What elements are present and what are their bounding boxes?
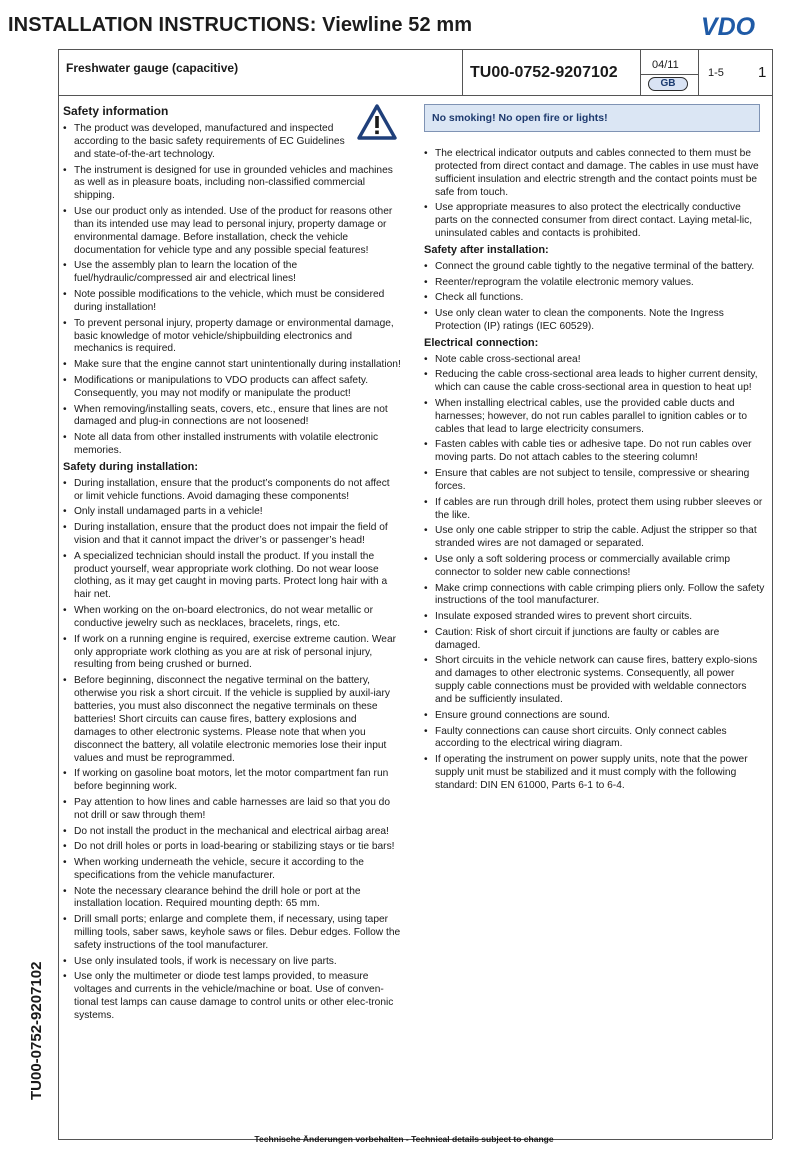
list-item: • Do not install the product in the mechanical and electrical airbag area! — [63, 826, 401, 839]
list-item: • The electrical indicator outputs and cables connected to them must be protected from direct contact and damage. The cables in use must have sufficient insulation and electric strength and the contact points must be safe from touch. — [424, 148, 766, 200]
list-item: • Drill small ports; enlarge and complete them, if necessary, using taper milling tools, saber saws, keyhole saws or files. Debur edges. Follow the safety instructions of the tool manufacturer. — [63, 914, 401, 953]
safety-after-list — [424, 261, 766, 334]
safety-information-list — [63, 123, 401, 458]
list-item: • Check all functions. — [424, 292, 766, 305]
list-item: • Use the assembly plan to learn the location of the fuel/hydraulic/compressed air and electrical lines! — [63, 260, 401, 286]
list-item: • Short circuits in the vehicle network can cause fires, battery explo-sions and damages to other electronic systems. Consequently, all power supply cable connections must be provided with weldable connectors and be sufficiently insulated. — [424, 655, 766, 707]
list-item: • Insulate exposed stranded wires to prevent short circuits. — [424, 611, 766, 624]
list-item: • To prevent personal injury, property damage or environmental damage, basic knowledge of motor vehicle/shipbuilding electronics and mechanics is required. — [63, 318, 401, 357]
list-item: • Use only clean water to clean the components. Note the Ingress Protection (IP) ratings (IEC 60529). — [424, 308, 766, 334]
list-item: • The product was developed, manufactured and inspected according to the basic safety requirements of EC Guidelines and state-of-the-art technology. — [63, 123, 401, 162]
list-item: • When installing electrical cables, use the provided cable ducts and harnesses; however, do not run cables parallel to ignition cables or to cables that lead to large electricity consumers. — [424, 398, 766, 437]
list-item: • During installation, ensure that the product does not impair the field of vision and that it cannot impact the driver’s or passenger’s head! — [63, 522, 401, 548]
left-column — [63, 104, 401, 1026]
list-item: • When removing/installing seats, covers, etc., ensure that lines are not damaged and plug-in connections are not loosened! — [63, 404, 401, 430]
document-date: 04/11 — [652, 59, 679, 71]
list-item: • Reducing the cable cross-sectional area leads to higher current density, which can cause the cable cross-sectional area in question to heat up! — [424, 369, 766, 395]
list-item: • Use only the multimeter or diode test lamps provided, to measure voltages and currents in the vehicle/machine or boat. Use of conven-tional test lamps can cause damage to control units or other elec-tronic systems. — [63, 971, 401, 1023]
header-divider-2 — [640, 49, 641, 95]
list-item: • When working underneath the vehicle, secure it according to the specifications from the vehicle manufacturer. — [63, 857, 401, 883]
brand-text: VDO — [700, 13, 756, 39]
page-number: 1 — [758, 64, 767, 81]
safety-information-heading: Safety information — [63, 104, 169, 118]
page-title: INSTALLATION INSTRUCTIONS: Viewline 52 mm — [8, 14, 473, 36]
list-item: • Faulty connections can cause short circuits. Only connect cables according to the electrical wiring diagram. — [424, 726, 766, 752]
list-item: • Connect the ground cable tightly to the negative terminal of the battery. — [424, 261, 766, 274]
frame-left-line — [58, 49, 59, 1139]
no-smoking-notice: No smoking! No open fire or lights! — [424, 104, 760, 132]
safety-during-list — [63, 478, 401, 1023]
list-item: • Note cable cross-sectional area! — [424, 354, 766, 367]
list-item: • If work on a running engine is required, exercise extreme caution. Wear only appropriate work clothing as you are at risk of personal injury, resulting from being crushed or burned. — [63, 634, 401, 673]
document-code: TU00-0752-9207102 — [470, 64, 618, 81]
document-subtitle: Freshwater gauge (capacitive) — [66, 61, 239, 75]
frame-right-line — [772, 49, 773, 1139]
list-item: • Note all data from other installed instruments with volatile electronic memories. — [63, 432, 401, 458]
safety-during-heading: Safety during installation: — [63, 460, 199, 473]
list-item: • Pay attention to how lines and cable harnesses are laid so that you do not drill or saw through them! — [63, 797, 401, 823]
list-item: • Ensure that cables are not subject to tensile, compressive or shearing forces. — [424, 468, 766, 494]
list-item: • The instrument is designed for use in grounded vehicles and machines as well as in pleasure boats, including non-classified commercial shipping. — [63, 165, 401, 204]
list-item: • Note possible modifications to the vehicle, which must be considered during installation! — [63, 289, 401, 315]
header-divider-3 — [698, 49, 699, 95]
list-item: • Use only a soft soldering process or commercially available crimp connector to solder new cable connections! — [424, 554, 766, 580]
list-item: • Modifications or manipulations to VDO products can affect safety. Consequently, you may not modify or manipulate the product! — [63, 375, 401, 401]
vdo-logo — [682, 13, 774, 39]
intro-list — [424, 148, 766, 241]
list-item: • Before beginning, disconnect the negative terminal on the battery, otherwise you risk a short circuit. If the vehicle is supplied by auxil-iary batteries, you must also disconnect the negative terminals on these batteries! Short circuits can cause fires, battery explosions and damages to other electronic systems. Please note that when you disconnect the battery, all volatile electronic memories lose their input values and must be reprogrammed. — [63, 675, 401, 765]
language-badge: GB — [648, 77, 688, 91]
list-item: • Make crimp connections with cable crimping pliers only. Follow the safety instructions of the tool manufacturer. — [424, 583, 766, 609]
header-top-rule — [58, 49, 772, 50]
list-item: • Only install undamaged parts in a vehicle! — [63, 506, 401, 519]
list-item: • Caution: Risk of short circuit if junctions are faulty or cables are damaged. — [424, 627, 766, 653]
list-item: • Fasten cables with cable ties or adhesive tape. Do not run cables over moving parts. Do not attach cables to the steering column! — [424, 439, 766, 465]
footer-note: Technische Änderungen vorbehalten - Technical details subject to change — [254, 1134, 554, 1144]
list-item: • Make sure that the engine cannot start unintentionally during installation! — [63, 359, 401, 372]
list-item: • Reenter/reprogram the volatile electronic memory values. — [424, 277, 766, 290]
list-item: • Ensure ground connections are sound. — [424, 710, 766, 723]
right-column — [424, 104, 766, 796]
header-date-rule — [640, 74, 698, 75]
side-document-code: TU00-0752-9207102 — [28, 961, 45, 1100]
list-item: • If cables are run through drill holes, protect them using rubber sleeves or the like. — [424, 497, 766, 523]
electrical-connection-list — [424, 354, 766, 793]
list-item: • Note the necessary clearance behind the drill hole or port at the installation location. Required mounting depth: 65 mm. — [63, 886, 401, 912]
list-item: • Use our product only as intended. Use of the product for reasons other than its intended use may lead to personal injury, property damage or environmental damage. Before installation, check the vehicle documentation for vehicle type and any possible special features! — [63, 206, 401, 258]
list-item: • Do not drill holes or ports in load-bearing or stabilizing stays or tie bars! — [63, 841, 401, 854]
list-item: • During installation, ensure that the product’s components do not affect or limit vehicle functions. Avoid damaging these components! — [63, 478, 401, 504]
list-item: • If operating the instrument on power supply units, note that the power supply unit must be stabilized and it must comply with the following standard: DIN EN 61000, Parts 6-1 to 6-4. — [424, 754, 766, 793]
safety-after-heading: Safety after installation: — [424, 243, 549, 256]
list-item: • When working on the on-board electronics, do not wear metallic or conductive jewelry such as necklaces, bracelets, rings, etc. — [63, 605, 401, 631]
page-range: 1-5 — [708, 67, 724, 79]
list-item: • A specialized technician should install the product. If you install the product yourself, wear appropriate work clothing. Do not wear loose clothing, as it may get caught in moving parts. Protect long hair with a hair net. — [63, 551, 401, 603]
list-item: • If working on gasoline boat motors, let the motor compartment fan run before beginning work. — [63, 768, 401, 794]
header-bottom-rule — [58, 95, 772, 96]
header-divider-1 — [462, 49, 463, 95]
list-item: • Use appropriate measures to also protect the electrically conductive parts on the connected consumer from direct contact. Laying metal-lic, uninsulated cables and contacts is prohibited. — [424, 202, 766, 241]
list-item: • Use only insulated tools, if work is necessary on live parts. — [63, 956, 401, 969]
list-item: • Use only one cable stripper to strip the cable. Adjust the stripper so that stranded wires are not damaged or separated. — [424, 525, 766, 551]
electrical-connection-heading: Electrical connection: — [424, 336, 539, 349]
